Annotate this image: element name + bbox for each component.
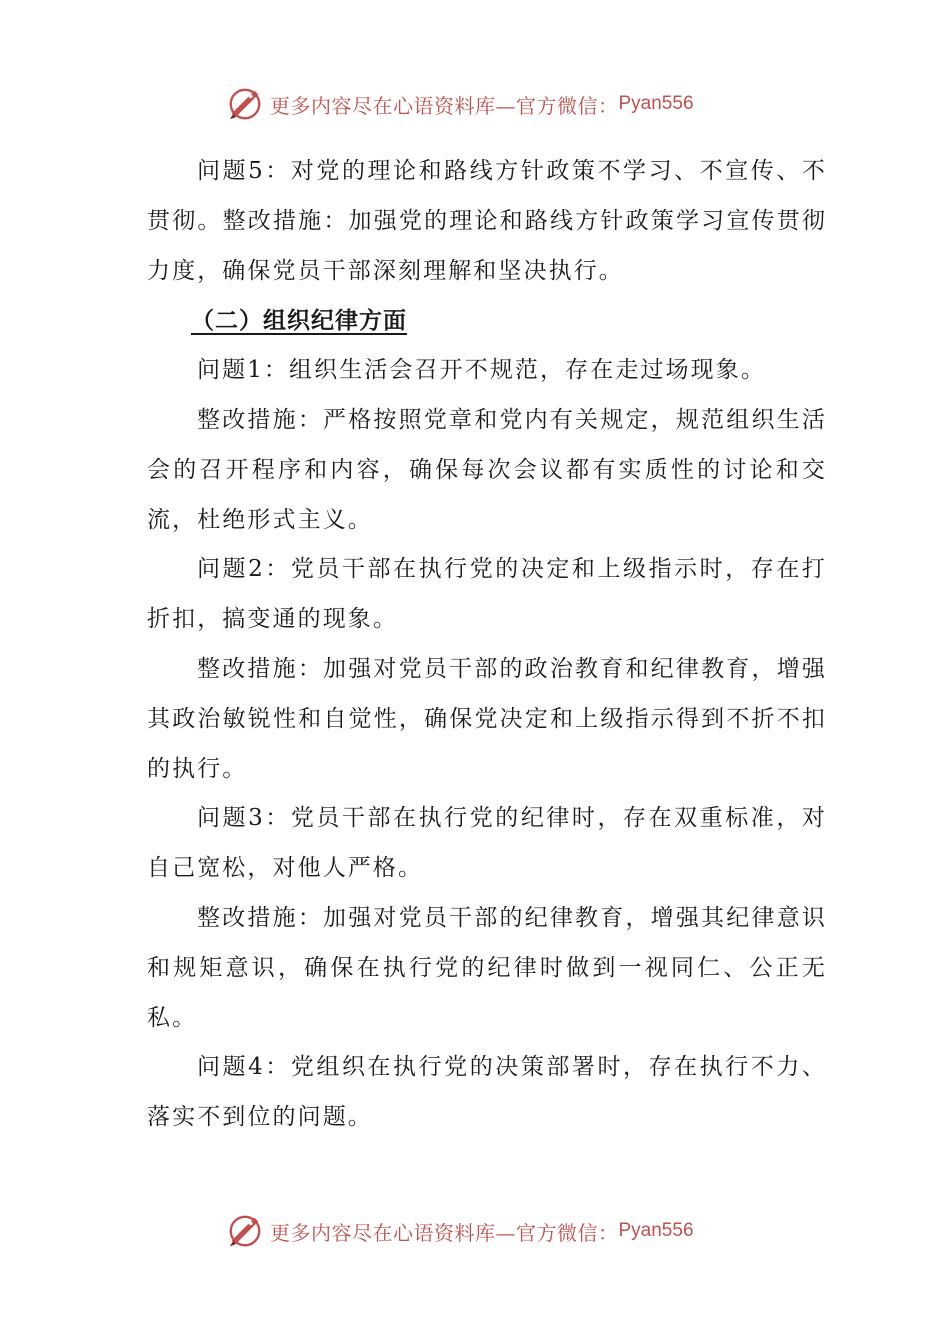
paragraph-problem-4: 问题4：党组织在执行党的决策部署时，存在执行不力、落实不到位的问题。 <box>147 1054 827 1131</box>
pen-logo-icon <box>226 85 264 123</box>
paragraph-measure-3: 整改措施：加强对党员干部的纪律教育，增强其纪律意识和规矩意识，确保在执行党的纪律时做到一视同仁、公正无私。 <box>147 904 827 1031</box>
watermark-wechat-id: Pyan556 <box>618 93 694 114</box>
section-heading-text: （二）组织纪律方面 <box>191 307 407 335</box>
section-heading <box>147 296 827 346</box>
paragraph-problem-3: 问题3：党员干部在执行党的纪律时，存在双重标准，对自己宽松，对他人严格。 <box>147 805 827 882</box>
document-body <box>147 147 827 1143</box>
paragraph-problem-2: 问题2：党员干部在执行党的决定和上级指示时，存在打折扣，搞变通的现象。 <box>147 556 827 633</box>
watermark-wechat-id: Pyan556 <box>618 1220 694 1241</box>
footer-watermark <box>226 1211 694 1251</box>
paragraph-measure-2: 整改措施：加强对党员干部的政治教育和纪律教育，增强其政治敏锐性和自觉性，确保党决定和上级指示得到不折不扣的执行。 <box>147 655 827 782</box>
watermark-text: 更多内容尽在心语资料库—官方微信： <box>270 1220 619 1245</box>
pen-logo-icon <box>226 1212 264 1250</box>
paragraph-measure-1: 整改措施：严格按照党章和党内有关规定，规范组织生活会的召开程序和内容，确保每次会议都有实质性的讨论和交流，杜绝形式主义。 <box>147 406 827 533</box>
watermark-text: 更多内容尽在心语资料库—官方微信： <box>270 93 619 118</box>
paragraph-problem-1: 问题1：组织生活会召开不规范，存在走过场现象。 <box>197 357 766 384</box>
paragraph-problem-5: 问题5：对党的理论和路线方针政策不学习、不宣传、不贯彻。整改措施：加强党的理论和路线方针政策学习宣传贯彻力度，确保党员干部深刻理解和坚决执行。 <box>147 158 827 284</box>
header-watermark <box>226 84 694 124</box>
